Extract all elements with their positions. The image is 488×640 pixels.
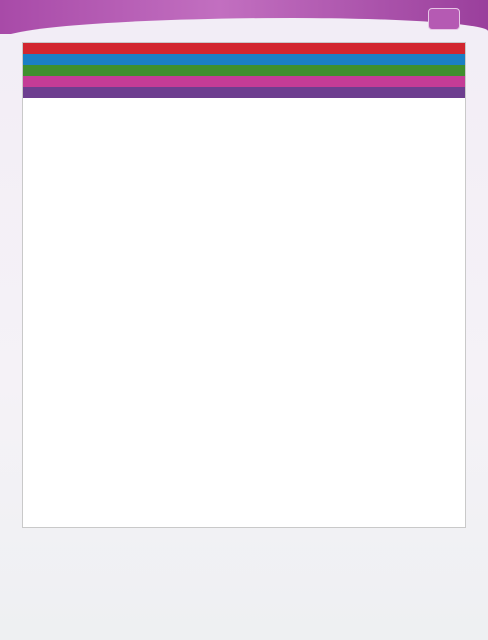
section-header-14[interactable] <box>23 43 465 54</box>
table-of-contents <box>22 42 466 528</box>
section-header-17[interactable] <box>23 76 465 87</box>
section-header-16[interactable] <box>23 65 465 76</box>
page-number-badge <box>428 8 460 30</box>
section-header-appendix[interactable] <box>23 87 465 98</box>
section-header-15[interactable] <box>23 54 465 65</box>
